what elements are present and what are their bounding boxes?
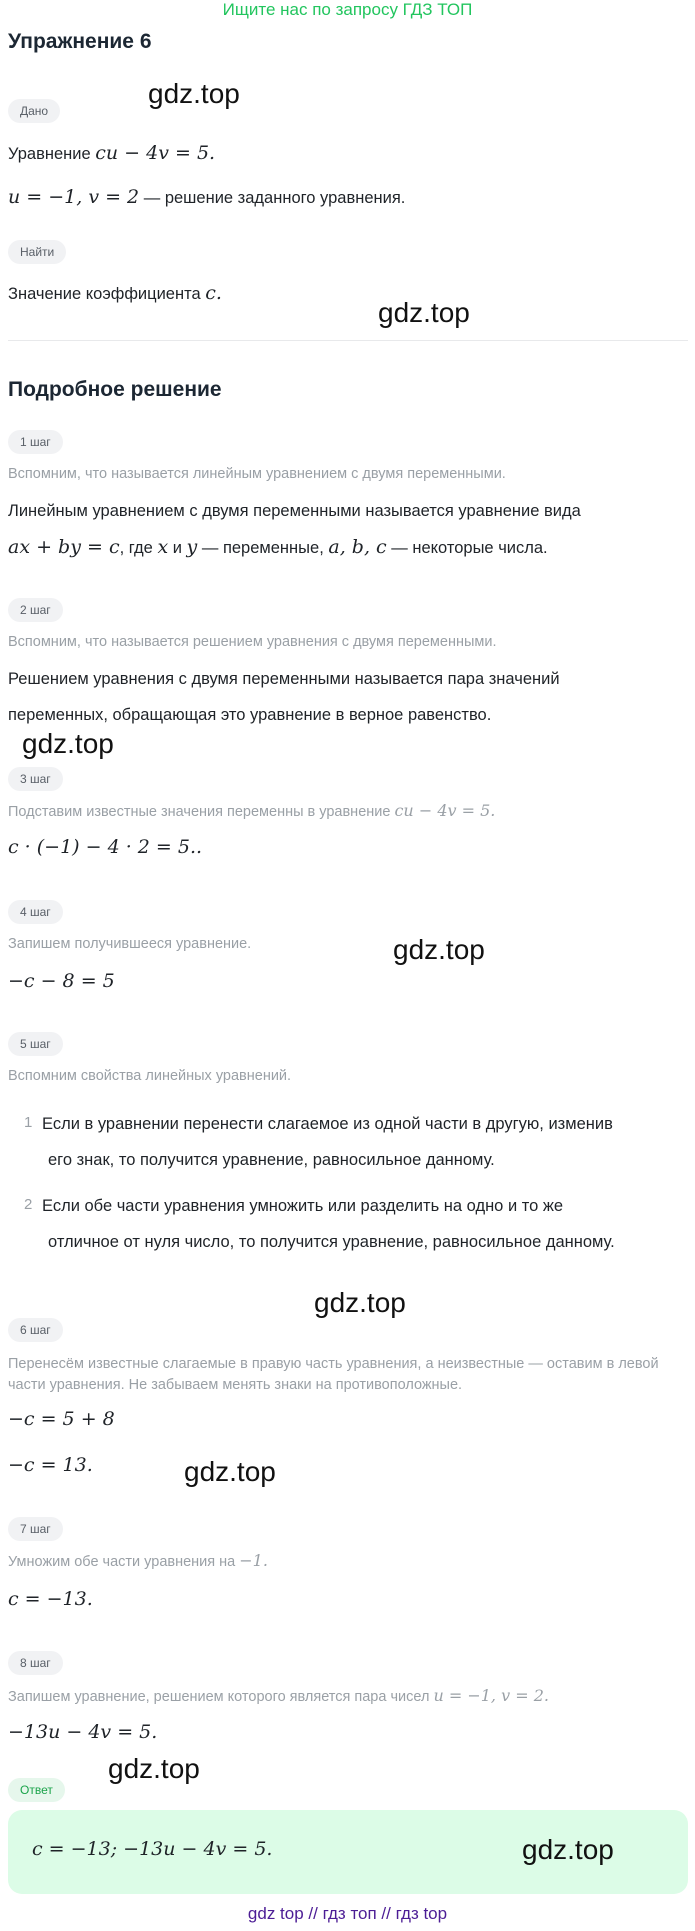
text-fragment: , где — [119, 539, 158, 557]
coefficients: a, b, c — [328, 536, 387, 558]
given-solution: u = −1, v = 2 — [8, 186, 140, 208]
step-8-hint — [8, 1686, 549, 1705]
watermark: gdz.top — [314, 1287, 406, 1318]
answer-chip: Ответ — [8, 1778, 65, 1802]
list-item-1-number: 1 — [24, 1114, 33, 1131]
exercise-title: Упражнение 6 — [8, 30, 152, 53]
text-fragment: — некоторые числа. — [386, 539, 548, 557]
step-6-hint: Перенесём известные слагаемые в правую часть уравнения, а неизвестные — оставим в левой части уравнения. Не забываем менять знаки на противоположные. — [8, 1356, 659, 1393]
step-3-hint — [8, 801, 495, 820]
step-3-hint-text: Подставим известные значения переменны в уравнение — [8, 804, 395, 820]
linear-form: ax + by = c — [8, 536, 120, 558]
watermark: gdz.top — [184, 1456, 276, 1487]
top-banner[interactable]: Ищите нас по запросу ГДЗ ТОП — [222, 0, 473, 19]
step-7-chip: 7 шаг — [8, 1517, 63, 1541]
watermark: gdz.top — [378, 297, 470, 328]
list-item-2 — [42, 1188, 692, 1260]
text-fragment: — переменные, — [197, 539, 329, 557]
step-7-hint-number: −1. — [239, 1551, 268, 1570]
step-4-chip: 4 шаг — [8, 900, 63, 924]
solution-title: Подробное решение — [8, 378, 222, 401]
step-1-text-2 — [8, 536, 548, 558]
step-8-chip: 8 шаг — [8, 1651, 63, 1675]
watermark: gdz.top — [148, 78, 240, 109]
given-line-2 — [8, 186, 405, 208]
var-y: y — [186, 536, 198, 558]
step-3-hint-equation: cu − 4v = 5. — [394, 801, 496, 820]
section-divider — [8, 340, 688, 341]
step-8-equation: −13u − 4v = 5. — [8, 1721, 158, 1743]
watermark: gdz.top — [108, 1753, 200, 1784]
list-item-2-line-1: Если обе части уравнения умножить или разделить на одно и то же — [42, 1197, 564, 1215]
find-prefix: Значение коэффициента — [8, 285, 206, 303]
answer-text: c = −13; −13u − 4v = 5. — [32, 1838, 273, 1860]
step-8-hint-pair: u = −1, v = 2. — [433, 1686, 549, 1705]
list-item-2-line-2: отличное от нуля число, то получится уравнение, равносильное данному. — [48, 1233, 615, 1251]
list-item-2-number: 2 — [24, 1196, 33, 1213]
step-3-chip: 3 шаг — [8, 767, 63, 791]
list-item-1 — [42, 1106, 692, 1178]
step-7-hint — [8, 1551, 268, 1570]
list-item-1-line-2: его знак, то получится уравнение, равносильное данному. — [48, 1151, 495, 1169]
given-line-1 — [8, 142, 215, 164]
step-1-chip: 1 шаг — [8, 430, 63, 454]
find-chip: Найти — [8, 240, 66, 264]
step-1-hint: Вспомним, что называется линейным уравнением с двумя переменными. — [8, 466, 506, 482]
find-variable: c. — [205, 282, 222, 304]
given-equation: cu − 4v = 5. — [95, 142, 216, 164]
step-2-hint: Вспомним, что называется решением уравнения с двумя переменными. — [8, 634, 497, 650]
step-2-text-1: Решением уравнения с двумя переменными называется пара значений — [8, 670, 560, 688]
find-line — [8, 282, 222, 304]
step-2-chip: 2 шаг — [8, 598, 63, 622]
step-8-hint-text: Запишем уравнение, решением которого является пара чисел — [8, 1689, 434, 1705]
given-chip: Дано — [8, 99, 60, 123]
step-5-chip: 5 шаг — [8, 1032, 63, 1056]
list-item-1-line-1: Если в уравнении перенести слагаемое из одной части в другую, изменив — [42, 1115, 613, 1133]
step-4-hint: Запишем получившееся уравнение. — [8, 936, 252, 952]
step-1-text-1: Линейным уравнением с двумя переменными называется уравнение вида — [8, 502, 581, 520]
step-6-chip: 6 шаг — [8, 1318, 63, 1342]
step-3-equation: c · (−1) − 4 · 2 = 5.. — [8, 836, 203, 858]
watermark: gdz.top — [522, 1834, 614, 1865]
step-5-hint: Вспомним свойства линейных уравнений. — [8, 1068, 292, 1084]
var-x: x — [157, 536, 169, 558]
step-4-equation: −c − 8 = 5 — [8, 970, 115, 992]
text-fragment: и — [168, 539, 187, 557]
given-line-2-suffix: — решение заданного уравнения. — [139, 189, 406, 207]
answer-box — [8, 1810, 688, 1894]
step-6-equation-2: −c = 13. — [8, 1454, 93, 1476]
watermark: gdz.top — [393, 934, 485, 965]
step-2-text-2: переменных, обращающая это уравнение в верное равенство. — [8, 706, 492, 724]
given-line-1-prefix: Уравнение — [8, 145, 96, 163]
step-7-equation: c = −13. — [8, 1588, 93, 1610]
step-6-equation-1: −c = 5 + 8 — [8, 1408, 115, 1430]
footer-links[interactable]: gdz top // гдз топ // гдз top — [247, 1904, 448, 1923]
watermark: gdz.top — [22, 728, 114, 759]
step-7-hint-text: Умножим обе части уравнения на — [8, 1554, 240, 1570]
